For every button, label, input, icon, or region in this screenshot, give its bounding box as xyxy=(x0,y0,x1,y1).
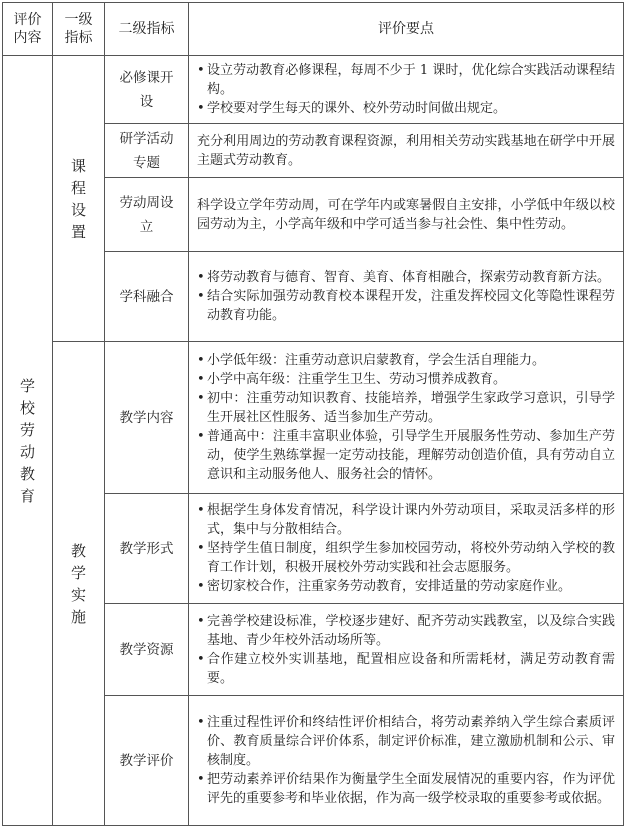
point-item: 科学设立学年劳动周，可在学年内或寒暑假自主安排，小学低中年级以校园劳动为主，小学高年级和中学可适当参与社会性、集中性劳动。 xyxy=(197,197,615,232)
point-item: • 设立劳动教育必修课程，每周不少于 1 课时，优化综合实践活动课程结构。 xyxy=(197,61,615,99)
table-row xyxy=(3,56,624,124)
point-item: • 将劳动教育与德育、智育、美育、体育相融合，探索劳动教育新方法。 xyxy=(197,268,615,287)
point-item: • 完善学校建设标准，学校逐步建好、配齐劳动实践教室，以及综合实践基地、青少年校外活动场所等。 xyxy=(197,612,615,650)
point-item: • 注重过程性评价和终结性评价相结合，将劳动素养纳入学生综合素质评价、教育质量综合评价体系，制定评价标准，建立激励机制和公示、审核制度。 xyxy=(197,713,615,770)
header-level1: 一级指标 xyxy=(53,3,105,56)
points-cell xyxy=(189,56,624,124)
point-item: • 根据学生身体发育情况，科学设计课内外劳动项目，采取灵活多样的形式，集中与分散相结合。 xyxy=(197,501,615,539)
point-item: • 密切家校合作，注重家务劳动教育，安排适量的劳动家庭作业。 xyxy=(197,577,615,596)
points-cell xyxy=(189,604,624,696)
sub-indicator: 研学活动专题 xyxy=(105,124,189,178)
group-label-cell: 教学实施 xyxy=(53,342,105,826)
sub-indicator: 教学内容 xyxy=(105,342,189,494)
header-row xyxy=(3,3,624,56)
point-item: • 小学低年级：注重劳动意识启蒙教育，学会生活自理能力。 xyxy=(197,351,615,370)
sub-indicator: 劳动周设立 xyxy=(105,178,189,252)
point-item: • 初中：注重劳动知识教育、技能培养，增强学生家政学习意识，引导学生开展社区性服务、适当参加生产劳动。 xyxy=(197,389,615,427)
points-cell xyxy=(189,252,624,342)
points-cell xyxy=(189,342,624,494)
sub-indicator: 学科融合 xyxy=(105,252,189,342)
point-item: • 结合实际加强劳动教育校本课程开发，注重发挥校园文化等隐性课程劳动教育功能。 xyxy=(197,287,615,325)
sub-indicator: 教学形式 xyxy=(105,494,189,604)
point-item: • 坚持学生值日制度，组织学生参加校园劳动，将校外劳动纳入学校的教育工作计划，积极开展校外劳动实践和社会志愿服务。 xyxy=(197,539,615,577)
point-item: • 学校要对学生每天的课外、校外劳动时间做出规定。 xyxy=(197,99,615,118)
sub-indicator: 教学资源 xyxy=(105,604,189,696)
point-item: 充分利用周边的劳动教育课程资源，利用相关劳动实践基地在研学中开展主题式劳动教育。 xyxy=(197,133,615,168)
points-cell xyxy=(189,494,624,604)
points-cell xyxy=(189,696,624,826)
evaluation-table xyxy=(2,2,624,826)
points-cell xyxy=(189,124,624,178)
points-cell xyxy=(189,178,624,252)
point-item: • 普通高中：注重丰富职业体验，引导学生开展服务性劳动、参加生产劳动，使学生熟练掌握一定劳动技能，理解劳动创造价值，具有劳动自立意识和主动服务他人、服务社会的情怀。 xyxy=(197,427,615,484)
point-item: • 小学中高年级：注重学生卫生、劳动习惯养成教育。 xyxy=(197,370,615,389)
header-level2: 二级指标 xyxy=(105,3,189,56)
sub-indicator: 教学评价 xyxy=(105,696,189,826)
content-label-cell: 学校劳动教育 xyxy=(3,56,53,826)
header-content: 评价内容 xyxy=(3,3,53,56)
group-label-cell: 课程设置 xyxy=(53,56,105,342)
sub-indicator: 必修课开设 xyxy=(105,56,189,124)
header-points: 评价要点 xyxy=(189,3,624,56)
point-item: • 合作建立校外实训基地，配置相应设备和所需耗材，满足劳动教育需要。 xyxy=(197,650,615,688)
point-item: • 把劳动素养评价结果作为衡量学生全面发展情况的重要内容，作为评优评先的重要参考和毕业依据，作为高一级学校录取的重要参考或依据。 xyxy=(197,770,615,808)
table-row xyxy=(3,342,624,494)
